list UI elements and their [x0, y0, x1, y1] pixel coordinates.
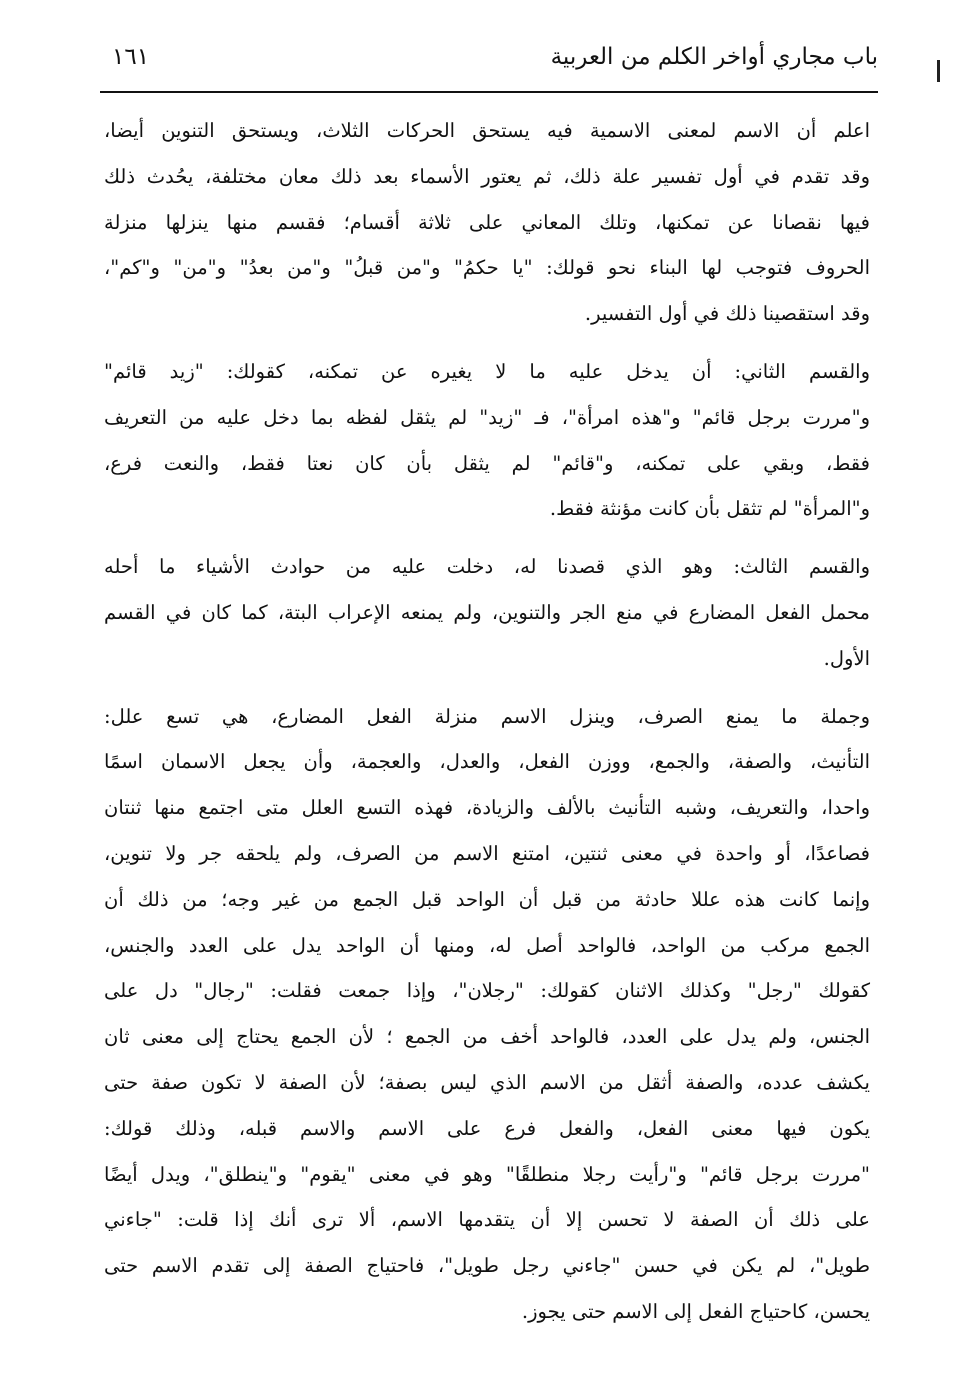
text-line: وقد تقدم في أول تفسير علة ذلك، ثم يعتور الأسماء بعد ذلك معان مختلفة، يحُدث ذلك: [104, 164, 870, 188]
paragraph: [104, 544, 870, 681]
chapter-title: باب مجاري أواخر الكلم من العربية: [550, 44, 878, 70]
text-line: كقولك "رجل" وكذلك الاثنان كقولك: "رجلان"، وإذا جمعت فقلت: "رجال" دل على: [104, 979, 870, 1003]
paragraph: [104, 108, 870, 337]
header-divider: [100, 91, 878, 93]
text-line: اعلم أن الاسم لمعنى الاسمية فيه يستحق الحركات الثلاث، ويستحق التنوين أيضا،: [104, 119, 870, 142]
paragraph-gap: [104, 337, 870, 349]
page-body: [104, 108, 870, 1335]
text-line: يكون فيها معنى الفعل، والفعل فرع على الاسم والاسم قبله، وذلك قولك:: [104, 1116, 870, 1140]
text-line: طويل"، لم يكن في حسن "جاءني رجل طويل"، فاحتياج الصفة إلى تقدم الاسم حتى: [104, 1254, 870, 1278]
page-number: ١٦١: [112, 44, 150, 70]
text-line: والقسم الثاني: أن يدخل عليه ما لا يغيره عن تمكنه، كقولك: "زيد قائم": [104, 359, 870, 383]
paragraph: [104, 694, 870, 1335]
paragraph-gap: [104, 532, 870, 544]
text-line: و"مررت برجل قائم" و"هذه امرأة"، فـ "زيد" لم يثقل لفظه بما دخل عليه من التعريف: [104, 405, 870, 429]
text-line: فقط، وبقي على تمكنه، و"قائم" لم يثقل بأن كان نعتا فقط، والنعت فرع،: [104, 451, 870, 475]
text-line: وإنما كانت هذه عللا حادثة من قبل أن الواحد قبل الجمع من غير وجه؛ من ذلك أن: [104, 887, 870, 911]
text-line: "مررت برجل قائم" و"رأيت رجلا منطلقًا" وهو في معنى "يقوم" و"ينطلق"، ويدل أيضًا: [104, 1162, 870, 1186]
text-line: وقد استقصينا ذلك في أول التفسير.: [584, 302, 870, 326]
text-line: الجمع مركب من الواحد، فالواحد أصل له، ومنها أن الواحد يدل على العدد والجنس،: [104, 933, 870, 957]
text-line: وجملة ما يمنع الصرف، وينزل الاسم منزلة الفعل المضارع، هي تسع علل:: [104, 704, 870, 728]
text-line: يحسن، كاحتياج الفعل إلى الاسم حتى يجوز.: [521, 1299, 870, 1323]
page-edge-mark: [937, 60, 940, 82]
paragraph: [104, 349, 870, 532]
text-line: واحدا، والتعريف، وشبه التأنيث بالألف والزيادة، فهذه التسع العلل متى اجتمع منها ثنتان: [104, 796, 870, 820]
text-line: فصاعدًا، أو واحدة في معنى ثنتين، امتنع الاسم من الصرف، ولم يلحقه جر ولا تنوين،: [104, 841, 870, 865]
text-line: الأول.: [823, 646, 870, 670]
text-line: الجنس، ولم يدل على العدد، فالواحد أخف من الجمع ؛ لأن الجمع يحتاج إلى معنى ثان: [104, 1025, 870, 1049]
text-line: محمل الفعل المضارع في منع الجر والتنوين، ولم يمنعه الإعراب البتة، كما كان في القسم: [104, 600, 870, 624]
text-line: الحروف فتوجب لها البناء نحو قولك: "يا حكمُ" و"من قبلُ" و"من بعدُ" و"من" و"كم"،: [104, 256, 870, 280]
text-line: والقسم الثالث: وهو الذي قصدنا له، دخلت عليه من حوادث الأشياء ما أحله: [104, 555, 870, 579]
text-line: و"المرأة" لم تثقل بأن كانت مؤنثة فقط.: [549, 497, 870, 521]
text-line: التأنيث، والصفة، والجمع، ووزن الفعل، والعدل، والعجمة، وأن يجعل الاسمان اسمًا: [104, 750, 870, 774]
text-line: يكشف عدده، والصفة أثقل من الاسم الذي ليس بصفة؛ لأن الصفة لا تكون صفة حتى: [104, 1070, 870, 1094]
text-line: فيها نقصانا عن تمكنها، وتلك المعاني على ثلاثة أقسام؛ فقسم منها ينزلها منزلة: [104, 210, 870, 234]
paragraph-gap: [104, 682, 870, 694]
text-line: على ذلك أن الصفة لا تحسن إلا أن يتقدمها الاسم، ألا ترى أنك إذا قلت: "جاءني: [104, 1208, 870, 1232]
running-header: [100, 38, 878, 88]
